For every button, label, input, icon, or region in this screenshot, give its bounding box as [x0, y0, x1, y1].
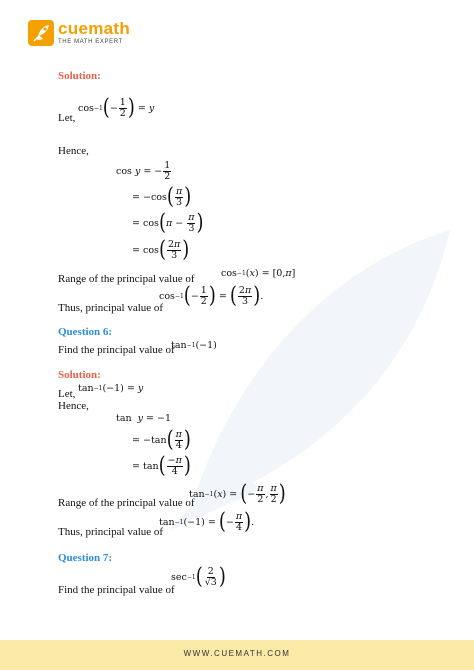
hence-text-1: Hence,: [58, 145, 89, 157]
derivation-line-3: = cos ( π − $\frac{\pi}{3}$ ): [132, 209, 204, 236]
footer-url-link[interactable]: WWW.CUEMATH.COM: [183, 649, 291, 658]
range-expression-1: cos −1 ( x ) = [0, π ]: [221, 268, 296, 279]
brand-name: cuemath: [58, 19, 131, 38]
answer-expression-2: tan −1 (−1) = ( − $\frac{\pi}{4}$ ) .: [159, 508, 255, 535]
range-text-2: Range of the principal value of: [58, 497, 195, 509]
derivation-line-1: cos y = − $\frac{1}{2}$: [116, 160, 171, 182]
derivation-line-4: = cos ( $\frac{2\pi}{3}$ ): [132, 236, 190, 263]
derivation-line-7: = tan ( $\frac{-\pi}{4}$ ): [132, 452, 191, 479]
solution-label-2: Solution:: [58, 369, 101, 381]
derivation-line-6: = −tan ( $\frac{\pi}{4}$ ): [132, 426, 191, 453]
let-text-1: Let,: [58, 112, 76, 124]
derivation-line-5: tan y = −1: [116, 413, 172, 424]
rocket-icon: [28, 20, 54, 46]
range-expression-2: tan −1 ( x ) = ( − $\frac{\pi}{2}$ , $\frac{\pi}{2}$ ): [189, 480, 286, 507]
hence-text-2: Hence,: [58, 400, 89, 412]
range-text-1: Range of the principal value of: [58, 273, 195, 285]
let-text-2: Let,: [58, 388, 76, 400]
footer-bar: [0, 640, 474, 670]
question-7-expression: sec −1 ( $\frac{2}{√3}$ ): [171, 563, 226, 590]
question-7-label: Question 7:: [58, 552, 113, 564]
let-equation-2: tan −1 (−1) = y: [78, 383, 144, 394]
question-6-expression: tan −1 (−1): [171, 340, 217, 351]
question-6-text: Find the principal value of: [58, 344, 175, 356]
thus-text-2: Thus, principal value of: [58, 526, 164, 538]
cuemath-logo[interactable]: [28, 20, 130, 46]
question-6-label: Question 6:: [58, 326, 113, 338]
brand-tagline: THE MATH EXPERT: [58, 39, 123, 45]
derivation-line-2: = −cos ( $\frac{\pi}{3}$ ): [132, 183, 192, 210]
answer-expression-1: cos −1 ( − $\frac{1}{2}$ ) = ( $\frac{2\pi}{3}$ ) .: [159, 282, 264, 309]
solution-label-1: Solution:: [58, 70, 101, 82]
question-7-text: Find the principal value of: [58, 584, 175, 596]
thus-text-1: Thus, principal value of: [58, 302, 164, 314]
let-equation-1: cos −1 ( − $\frac{1}{2}$ ) = y: [78, 94, 155, 121]
